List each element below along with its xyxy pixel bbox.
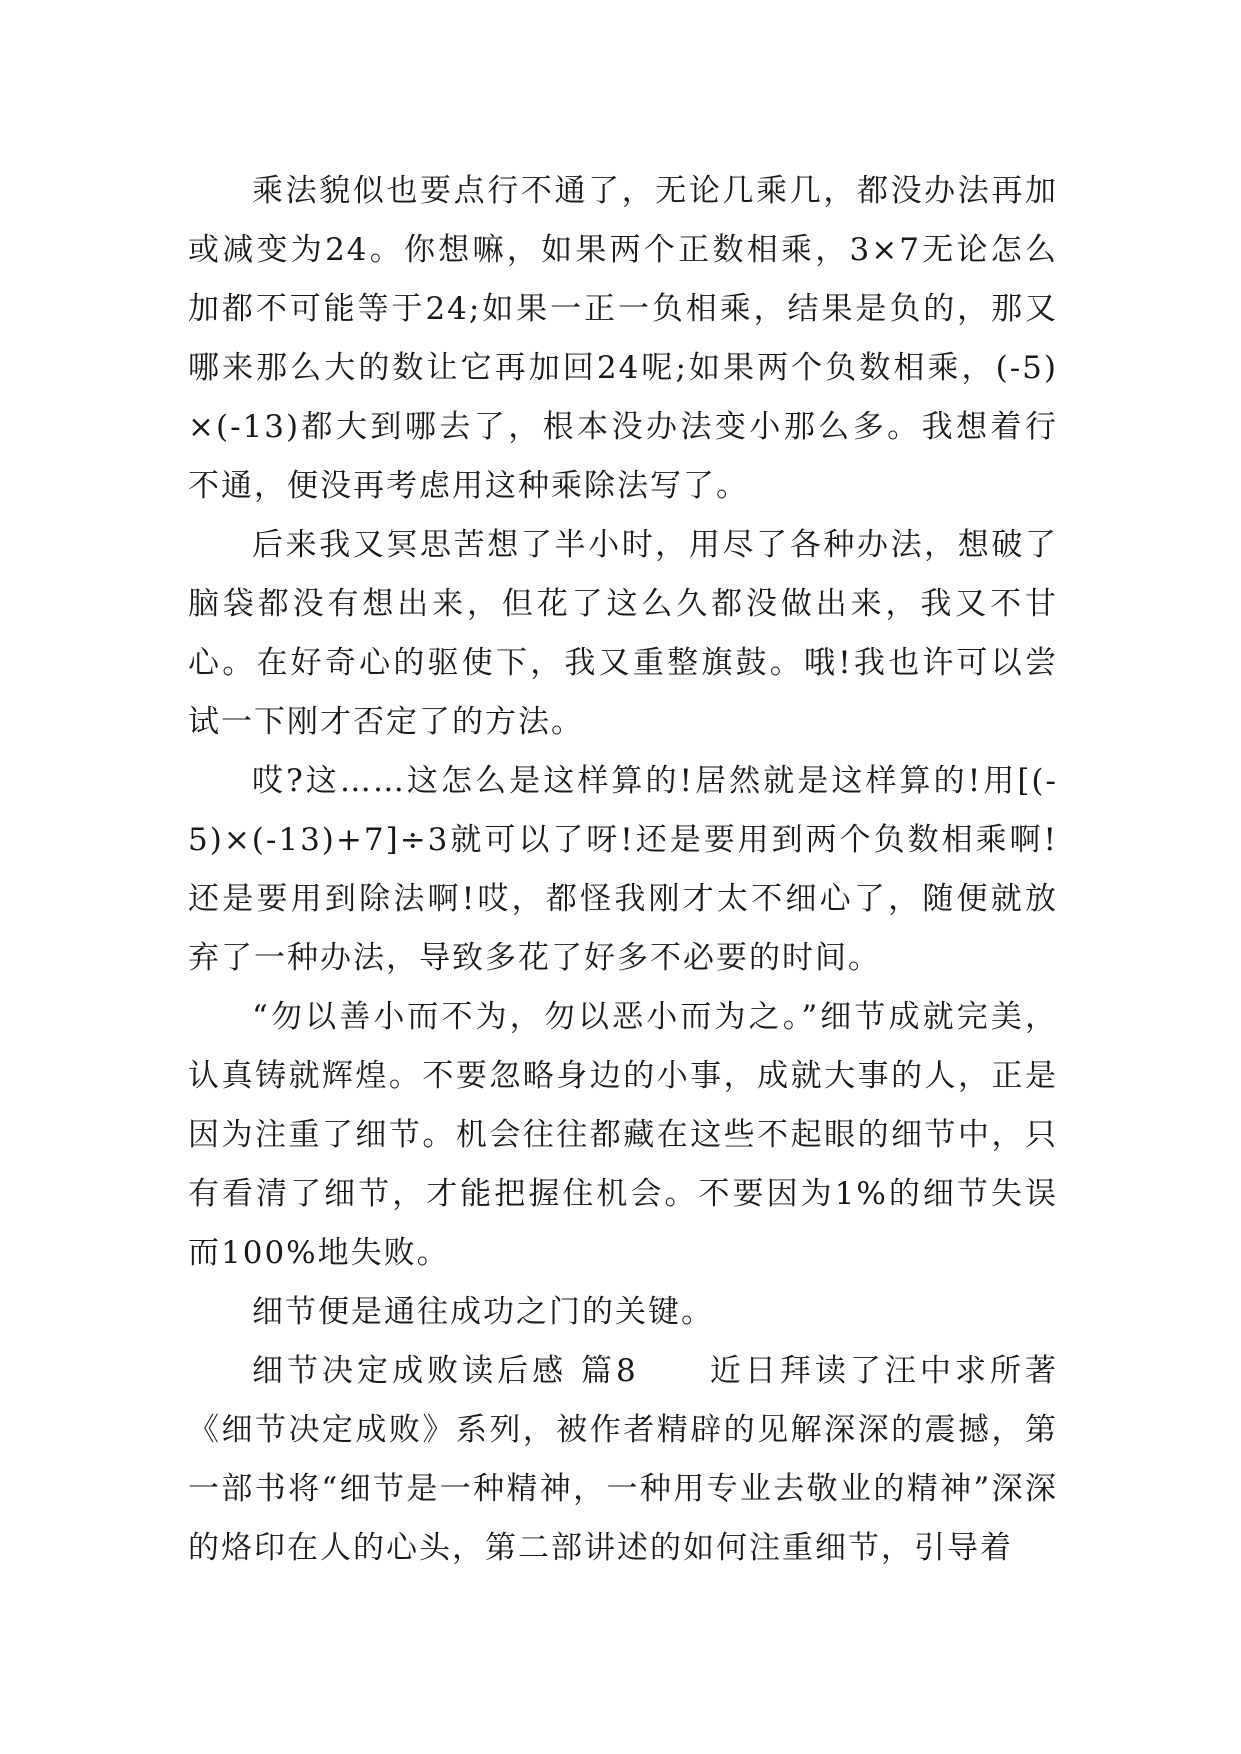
paragraph-multiplication: 乘法貌似也要点行不通了，无论几乘几，都没办法再加或减变为24。你想嘛，如果两个正数相乘，3×7无论怎么加都不可能等于24;如果一正一负相乘，结果是负的，那又哪来那么大的数让它再加回24呢;如果两个负数相乘，(-5)×(-13)都大到哪去了，根本没办法变小那么多。我想着行不通，便没再考虑用这种乘除法写了。 [188, 173, 1058, 504]
paragraph-conclusion: 细节便是通往成功之门的关键。 [252, 1294, 714, 1330]
article-body [188, 162, 1058, 1578]
paragraph-thinking: 后来我又冥思苦想了半小时，用尽了各种办法，想破了脑袋都没有想出来，但花了这么久都没做出来，我又不甘心。在好奇心的驱使下，我又重整旗鼓。哦!我也许可以尝试一下刚才否定了的方法。 [188, 527, 1058, 740]
paragraph-solution: 哎?这……这怎么是这样算的!居然就是这样算的!用[(-5)×(-13)+7]÷3就可以了呀!还是要用到两个负数相乘啊!还是要用到除法啊!哎，都怪我刚才太不细心了，随便就放弃了一种办法，导致多花了好多不必要的时间。 [188, 763, 1058, 976]
paragraph-quote: “勿以善小而不为，勿以恶小而为之。”细节成就完美，认真铸就辉煌。不要忽略身边的小事，成就大事的人，正是因为注重了细节。机会往往都藏在这些不起眼的细节中，只有看清了细节，才能把握住机会。不要因为1%的细节失误而100%地失败。 [188, 999, 1058, 1271]
paragraph-review-8: 细节决定成败读后感 篇8 近日拜读了汪中求所著《细节决定成败》系列，被作者精辟的见解深深的震撼，第一部书将“细节是一种精神，一种用专业去敬业的精神”深深的烙印在人的心头，第二部讲述的如何注重细节，引导着 [188, 1353, 1058, 1566]
